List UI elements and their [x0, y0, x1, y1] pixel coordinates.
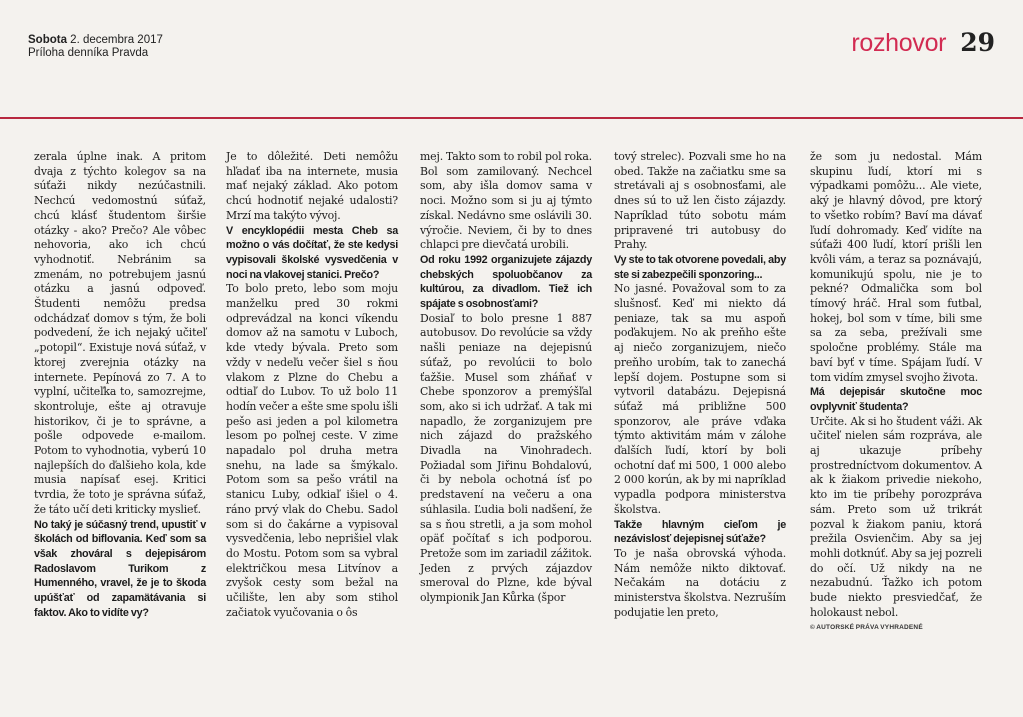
interview-answer: To bolo preto, lebo som moju manželku pred 30 rokmi odprevádzal na konci víkendu domov až na samotu v Luboch, kde vtedy bývala. Preto som vždy v nedeľu večer šiel s ňou vlakom z Plzne do Chebu a odtiaľ do Lubov. To už bolo 11 hodín večer a ešte sme spolu išli pešo asi jeden a pol kilometra lesom po poľnej ceste. V zime napadalo pol druha metra snehu, na lade sa šmýkalo. Potom som sa pešo vrátil na stanicu Luby, odkiaľ išiel o 4. ráno prvý vlak do Chebu. Sadol som si do čakárne a vypisoval vysvedčenia, lebo neprišiel vlak do Mostu. Potom som sa vybral električkou mesa Litvínov a zvyšok cesty som bežal na učilište, len aby som stihol začiatok vyučovania o ôs — [226, 282, 398, 619]
issue-date-line — [28, 34, 163, 47]
article-column-3 — [420, 150, 592, 606]
interview-question: Má dejepisár skutočne moc ovplyvniť študenta? — [810, 386, 982, 413]
article-column-4 — [614, 150, 786, 621]
issue-info — [28, 34, 163, 60]
section-title: rozhovor — [851, 29, 947, 57]
article-column-2 — [226, 150, 398, 621]
page-number: 29 — [960, 28, 995, 57]
interview-answer: Dosiaľ to bolo presne 1 887 autobusov. Do revolúcie sa vždy našli peniaze na dejepisnú súťaž, po revolúcii to bolo ťažšie. Musel som zháňať v Chebe sponzorov a premýšľal som, ako si ich udržať. A tak mi napadlo, že zorganizujem pre nich zájazd do pražského Divadla na Vinohradech. Požiadal som Jiřinu Bohdalovú, či by nebola ochotná ísť po predstavení na večeru a ona súhlasila. Ľudia boli nadšení, že sa s ňou stretli, a ja som mohol opäť počítať s ich podporou. Pretože som im zariadil zážitok. Jeden z prvých zájazdov smeroval do Plzne, kde býval olympionik Jan Kůrka (špor — [420, 311, 592, 605]
interview-answer: No jasné. Považoval som to za slušnosť. Keď mi niekto dá peniaze, tak sa mu aspoň poďakujem. No ak preňho ešte aj niečo zorganizujem, niečo preňho urobím, tak to zanechá lepší dojem. Postupne som si vytvoril databázu. Dejepisná súťaž má približne 500 sponzorov, ale práve vďaka týmto aktivitám mám v zálohe ďalších ľudí, ktorí by boli ochotní dať mi 500, 1 000 alebo 2 000 korún, ak by mi napríklad vypadla podpora ministerstva školstva. — [614, 282, 786, 516]
article-column-5 — [810, 150, 982, 635]
interview-answer: tový strelec). Pozvali sme ho na obed. Takže na začiatku sme sa stretávali aj s osobnosťami, ale dnes sú to už len čisto zájazdy. Napríklad túto sobotu mám pripravené tri autobusy do Prahy. — [614, 150, 786, 252]
interview-question: Od roku 1992 organizujete zájazdy chebských spoluobčanov za kultúrou, za divadlom. Tiež ich spájate s osobnosťami? — [420, 253, 592, 311]
article-column-1 — [34, 150, 206, 621]
interview-answer: že som ju nedostal. Mám skupinu ľudí, ktorí mi s výpadkami pomôžu... Ale viete, aký je hlavný dôvod, pre ktorý to všetko robím? Baví ma dávať ľudí dohromady. Keď vidíte na súťaži 400 ľudí, ktorí prišli len kvôli vám, a teraz sa poznávajú, komunikujú spolu, nie je to pekné? Odmalička som bol tímový hráč. Hral som futbal, hokej, bol som v tíme, bili sme sa za seba, prežívali sme spoločne problémy. Stále ma baví byť v tíme. Spájam ľudí. V tom vidím zmysel svojho života. — [810, 150, 982, 384]
supplement-name: Príloha denníka Pravda — [28, 47, 149, 59]
interview-answer: mej. Takto som to robil pol roka. Bol som zamilovaný. Nechcel som, aby išla domov sama v noci. Možno som si ju aj týmto získal. Nedávno sme oslávili 30. výročie. Neviem, či by to dnes chlapci pre dievčatá urobili. — [420, 150, 592, 252]
interview-answer: To je naša obrovská výhoda. Nám nemôže nikto diktovať. Nečakám na dotáciu z ministerstva školstva. Nezruším podujatie len preto, — [614, 546, 786, 619]
header-rule — [0, 117, 1023, 119]
issue-day: Sobota — [28, 34, 67, 46]
section-info — [851, 28, 995, 58]
interview-question: V encyklopédii mesta Cheb sa možno o vás dočítať, že ste kedysi vypisovali školské vysvedčenia v noci na vlakovej stanici. Prečo? — [226, 224, 398, 281]
interview-answer: Určite. Ak si ho študent váži. Ak učiteľ nielen sám rozpráva, ale aj ukazuje príbehy prostredníctvom dokumentov. A ak k žiakom privedie niekoho, kto im tie príbehy porozpráva sám. Preto som už trikrát pozval k žiakom paniu, ktorá prežila Osvienčim. Aby sa jej mohli dotknúť. Aby sa jej pozreli do očí. Už nikdy na ne nezabudnú. Ťažko ich potom bude niekto presviedčať, že holokaust nebol. — [810, 414, 982, 619]
interview-question: Takže hlavným cieľom je nezávislosť dejepisnej súťaže? — [614, 518, 786, 546]
interview-question: No taký je súčasný trend, upustiť v školách od biflovania. Keď som sa však zhováral s dejepisárom Radoslavom Turikom z Humenného, vravel, že je to škoda upúšťať od zapamätávania si faktov. Ako to vidíte vy? — [34, 518, 206, 619]
interview-question: Vy ste to tak otvorene povedali, aby ste si zabezpečili sponzoring... — [614, 253, 786, 281]
issue-date: 2. decembra 2017 — [66, 34, 163, 46]
copyright-notice: © AUTORSKÉ PRÁVA VYHRADENÉ — [810, 623, 923, 631]
article-body — [0, 150, 1023, 710]
page-header — [0, 0, 1023, 120]
interview-answer: zerala úplne inak. A pritom dvaja z týchto kolegov sa na súťaži nikdy nezúčastnili. Nechcú vedomostnú súťaž, chcú klásť študentom širšie otázky - ako? Prečo? Ale vôbec nehovoria, ako ich chcú vyhodnotiť. Nebránim sa zmenám, no potrebujem jasnú otázku a jasnú odpoveď. Študenti nemôžu predsa odchádzať domov s tým, že boli podvedení, že ich nejaký učiteľ „potopil“. Existuje nová súťaž, v ktorej zverejnia otázky na internete. Pepínová zo 7. A to vyplní, učiteľka to, samozrejme, skontroluje, ešte aj otravuje historikov, či je to správne, a pošle odpovede e-mailom. Potom to vyhodnotia, vyberú 10 najlepších do ďalšieho kola, kde musia napísať esej. Kritici tvrdia, že toto je správna súťaž, že táto učí deti kriticky myslieť. — [34, 150, 206, 516]
interview-answer: Je to dôležité. Deti nemôžu hľadať iba na internete, musia mať nejaký základ. Ako potom chcú hodnotiť nejaké udalosti? Mrzí ma takýto vývoj. — [226, 150, 398, 222]
